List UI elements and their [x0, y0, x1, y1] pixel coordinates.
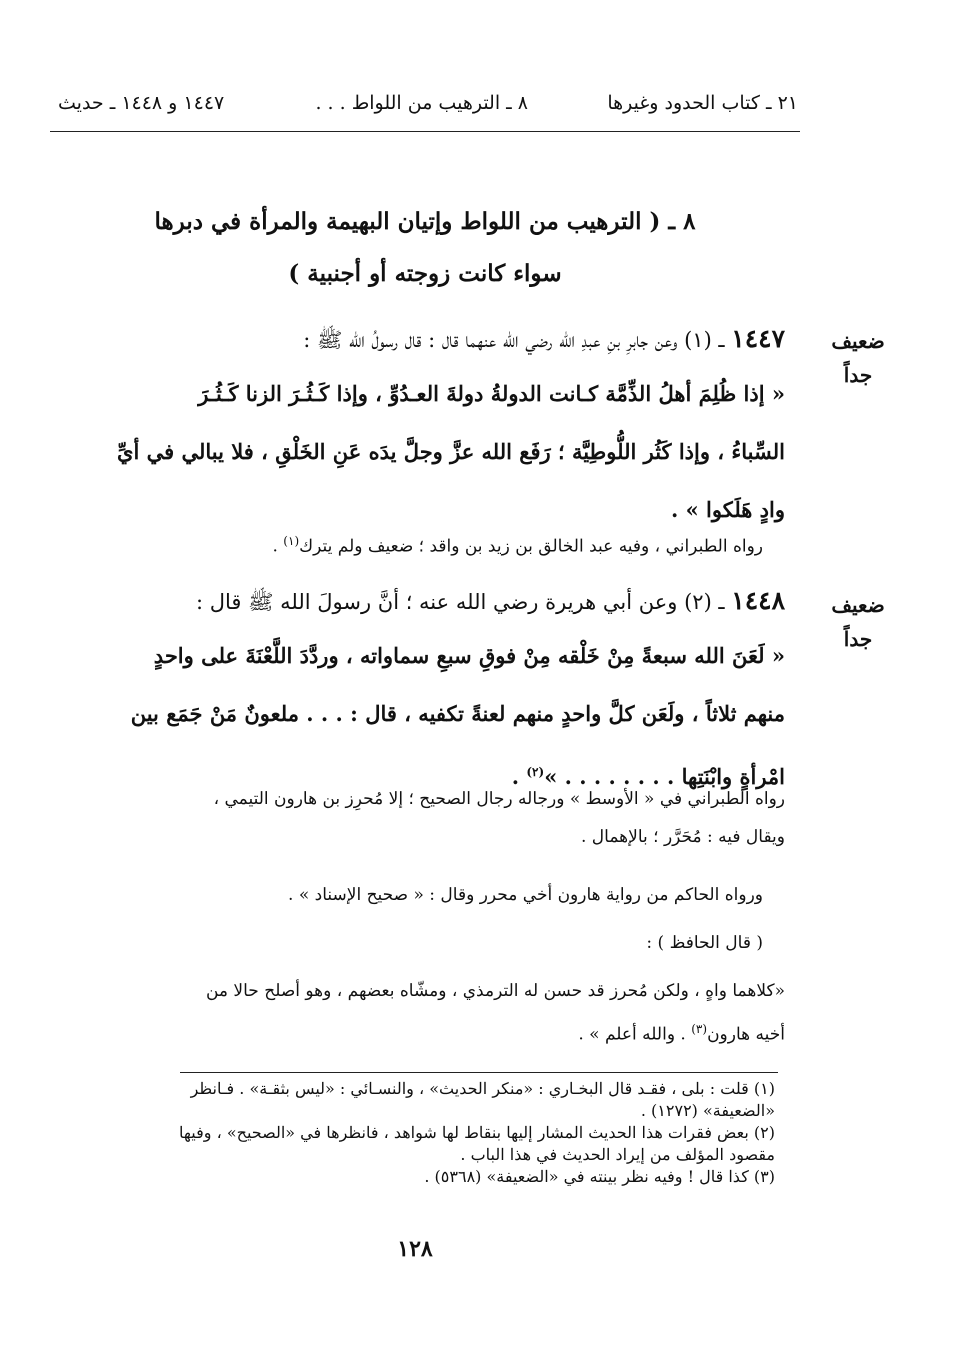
hafiz-end: . والله أعلم » . — [578, 1024, 692, 1045]
hadith-matn-line-1: « إذا ظُلِمَ أهلُ الذِّمَّة كـانت الدولةُ دولةَ العـدُوِّ ، وإذا كَـثُـرَ الزنا كَـثُـرَ — [198, 381, 785, 406]
hadith-isnad: ـ (١) وعن جابرِ بنِ عبدِ الله رضي الله عنهما قال : قال رسولُ الله ﷺ : — [303, 328, 725, 352]
hadith-range: ١٤٤٧ و ١٤٤٨ ـ حديث — [58, 92, 225, 114]
matn-end: . — [511, 764, 527, 789]
section-title-line-1: ٨ ـ ( الترهيب من اللواط وإتيان البهيمة والمرأة في دبرها — [154, 208, 696, 235]
section-title — [100, 196, 750, 300]
hadith-1448-commentary — [214, 780, 785, 856]
footnote-ref-2[interactable]: (٢) — [526, 765, 545, 779]
hadith-matn-line-2: السِّباءُ ، وإذا كَثُر اللُّوطِيَّة ؛ رَفَع الله عزَّ وجلَّ يدَه عَنِ الخَلْقِ ، فلا يبالي في أيِّ — [117, 439, 785, 464]
chapter-title: ٢١ ـ كتاب الحدود وغيرها — [607, 92, 798, 114]
hadith-1448 — [50, 576, 785, 806]
hafiz-line-2 — [206, 1010, 785, 1054]
grade-qualifier: جداً — [843, 627, 873, 651]
hafiz-comment — [206, 972, 785, 1054]
grade-qualifier: جداً — [843, 363, 873, 387]
commentary-line-1: رواه الطبراني في « الأوسط » ورجاله رجال الصحيح ؛ إلا مُحرِز بن هارون التيمي ، — [213, 789, 785, 809]
footnote-2-line-1: (٢) بعض فقرات هذا الحديث المشار إليها بنقاط لها شواهد ، فانظرها في «الصحيح» ، وفيها — [179, 1123, 775, 1142]
footnotes — [50, 1078, 775, 1188]
footnote-3: (٣) كذا قال ! وفيه نظر بينته في «الضعيفة» (٥٣٦٨) . — [424, 1167, 775, 1186]
footnote-ref-3[interactable]: (٣) — [691, 1022, 708, 1036]
hadith-isnad: ـ (٢) وعن أبي هريرة رضي الله عنه ؛ أنَّ رسولَ الله ﷺ قال : — [195, 590, 725, 614]
page-number: ١٢٨ — [397, 1236, 433, 1262]
commentary-end: . — [272, 536, 284, 557]
hafiz-label: ( قال الحافظ ) : — [646, 933, 763, 953]
footnote-ref-1[interactable]: (١) — [283, 534, 300, 548]
hadith-number: ١٤٤٧ — [731, 324, 785, 353]
hafiz-text: أخيه هارون — [707, 1024, 785, 1045]
running-header — [58, 92, 798, 132]
footnote-divider — [180, 1072, 778, 1073]
footnote-1-line-2: «الضعيفة» (١٢٧٢) . — [640, 1101, 775, 1120]
section-title-line-2: سواء كانت زوجته أو أجنبية ) — [288, 260, 562, 287]
commentary-text: رواه الطبراني ، وفيه عبد الخالق بن زيد بن واقد ؛ ضعيف ولم يترك — [299, 536, 763, 557]
hadith-matn-line-1: « لَعَنَ الله سبعةً مِنْ خَلْقه مِنْ فوقِ سبعِ سماواته ، وردَّدَ اللَّعْنَةَ على واحدٍ — [153, 643, 785, 668]
matn-text: امْرأةٍ وابْنَتِها . . . . . . . . » — [544, 764, 785, 789]
grade-word: ضعيف — [831, 329, 885, 353]
hafiz-line-1: «كلاهما واهٍ ، ولكن مُحرز قد حسن له الترمذي ، ومشّاه بعضهم ، وهو أصلح حالا من — [205, 981, 785, 1001]
section-short-title: ٨ ـ الترهيب من اللواط . . . — [315, 92, 528, 114]
footnote-2-line-2: مقصود المؤلف من إيراد الحديث في هذا الباب . — [460, 1145, 775, 1164]
grade-note-1448 — [813, 588, 903, 656]
hadith-1447 — [50, 314, 785, 539]
footnote-1-line-1: (١) قلت : بلى ، فقـد قال البخـاري : «منكر الحديث» ، والنسـائي : «ليس بثقـة» . فـانظر — [190, 1079, 775, 1098]
grade-word: ضعيف — [831, 593, 885, 617]
hadith-number: ١٤٤٨ — [731, 586, 785, 615]
hadith-matn-line-3: وادٍ هَلَكوا » . — [670, 497, 785, 522]
hadith-1447-commentary — [272, 522, 763, 566]
hakim-narration: ورواه الحاكم من رواية هارون أخي محرر وقال : « صحيح الإسناد » . — [288, 885, 763, 905]
hadith-intro — [50, 576, 785, 627]
hadith-matn-line-2: منهم ثلاثاً ، ولَعَن كلَّ واحدٍ منهم لعنةً تكفيه ، قال : . . . ملعونٌ مَنْ جَمَع بين — [130, 701, 785, 726]
hadith-intro — [50, 314, 785, 365]
grade-note-1447 — [813, 324, 903, 392]
commentary-line-2: ويقال فيه : مُحَرَّر ؛ بالإهمال . — [581, 827, 785, 847]
header-divider — [50, 131, 800, 132]
